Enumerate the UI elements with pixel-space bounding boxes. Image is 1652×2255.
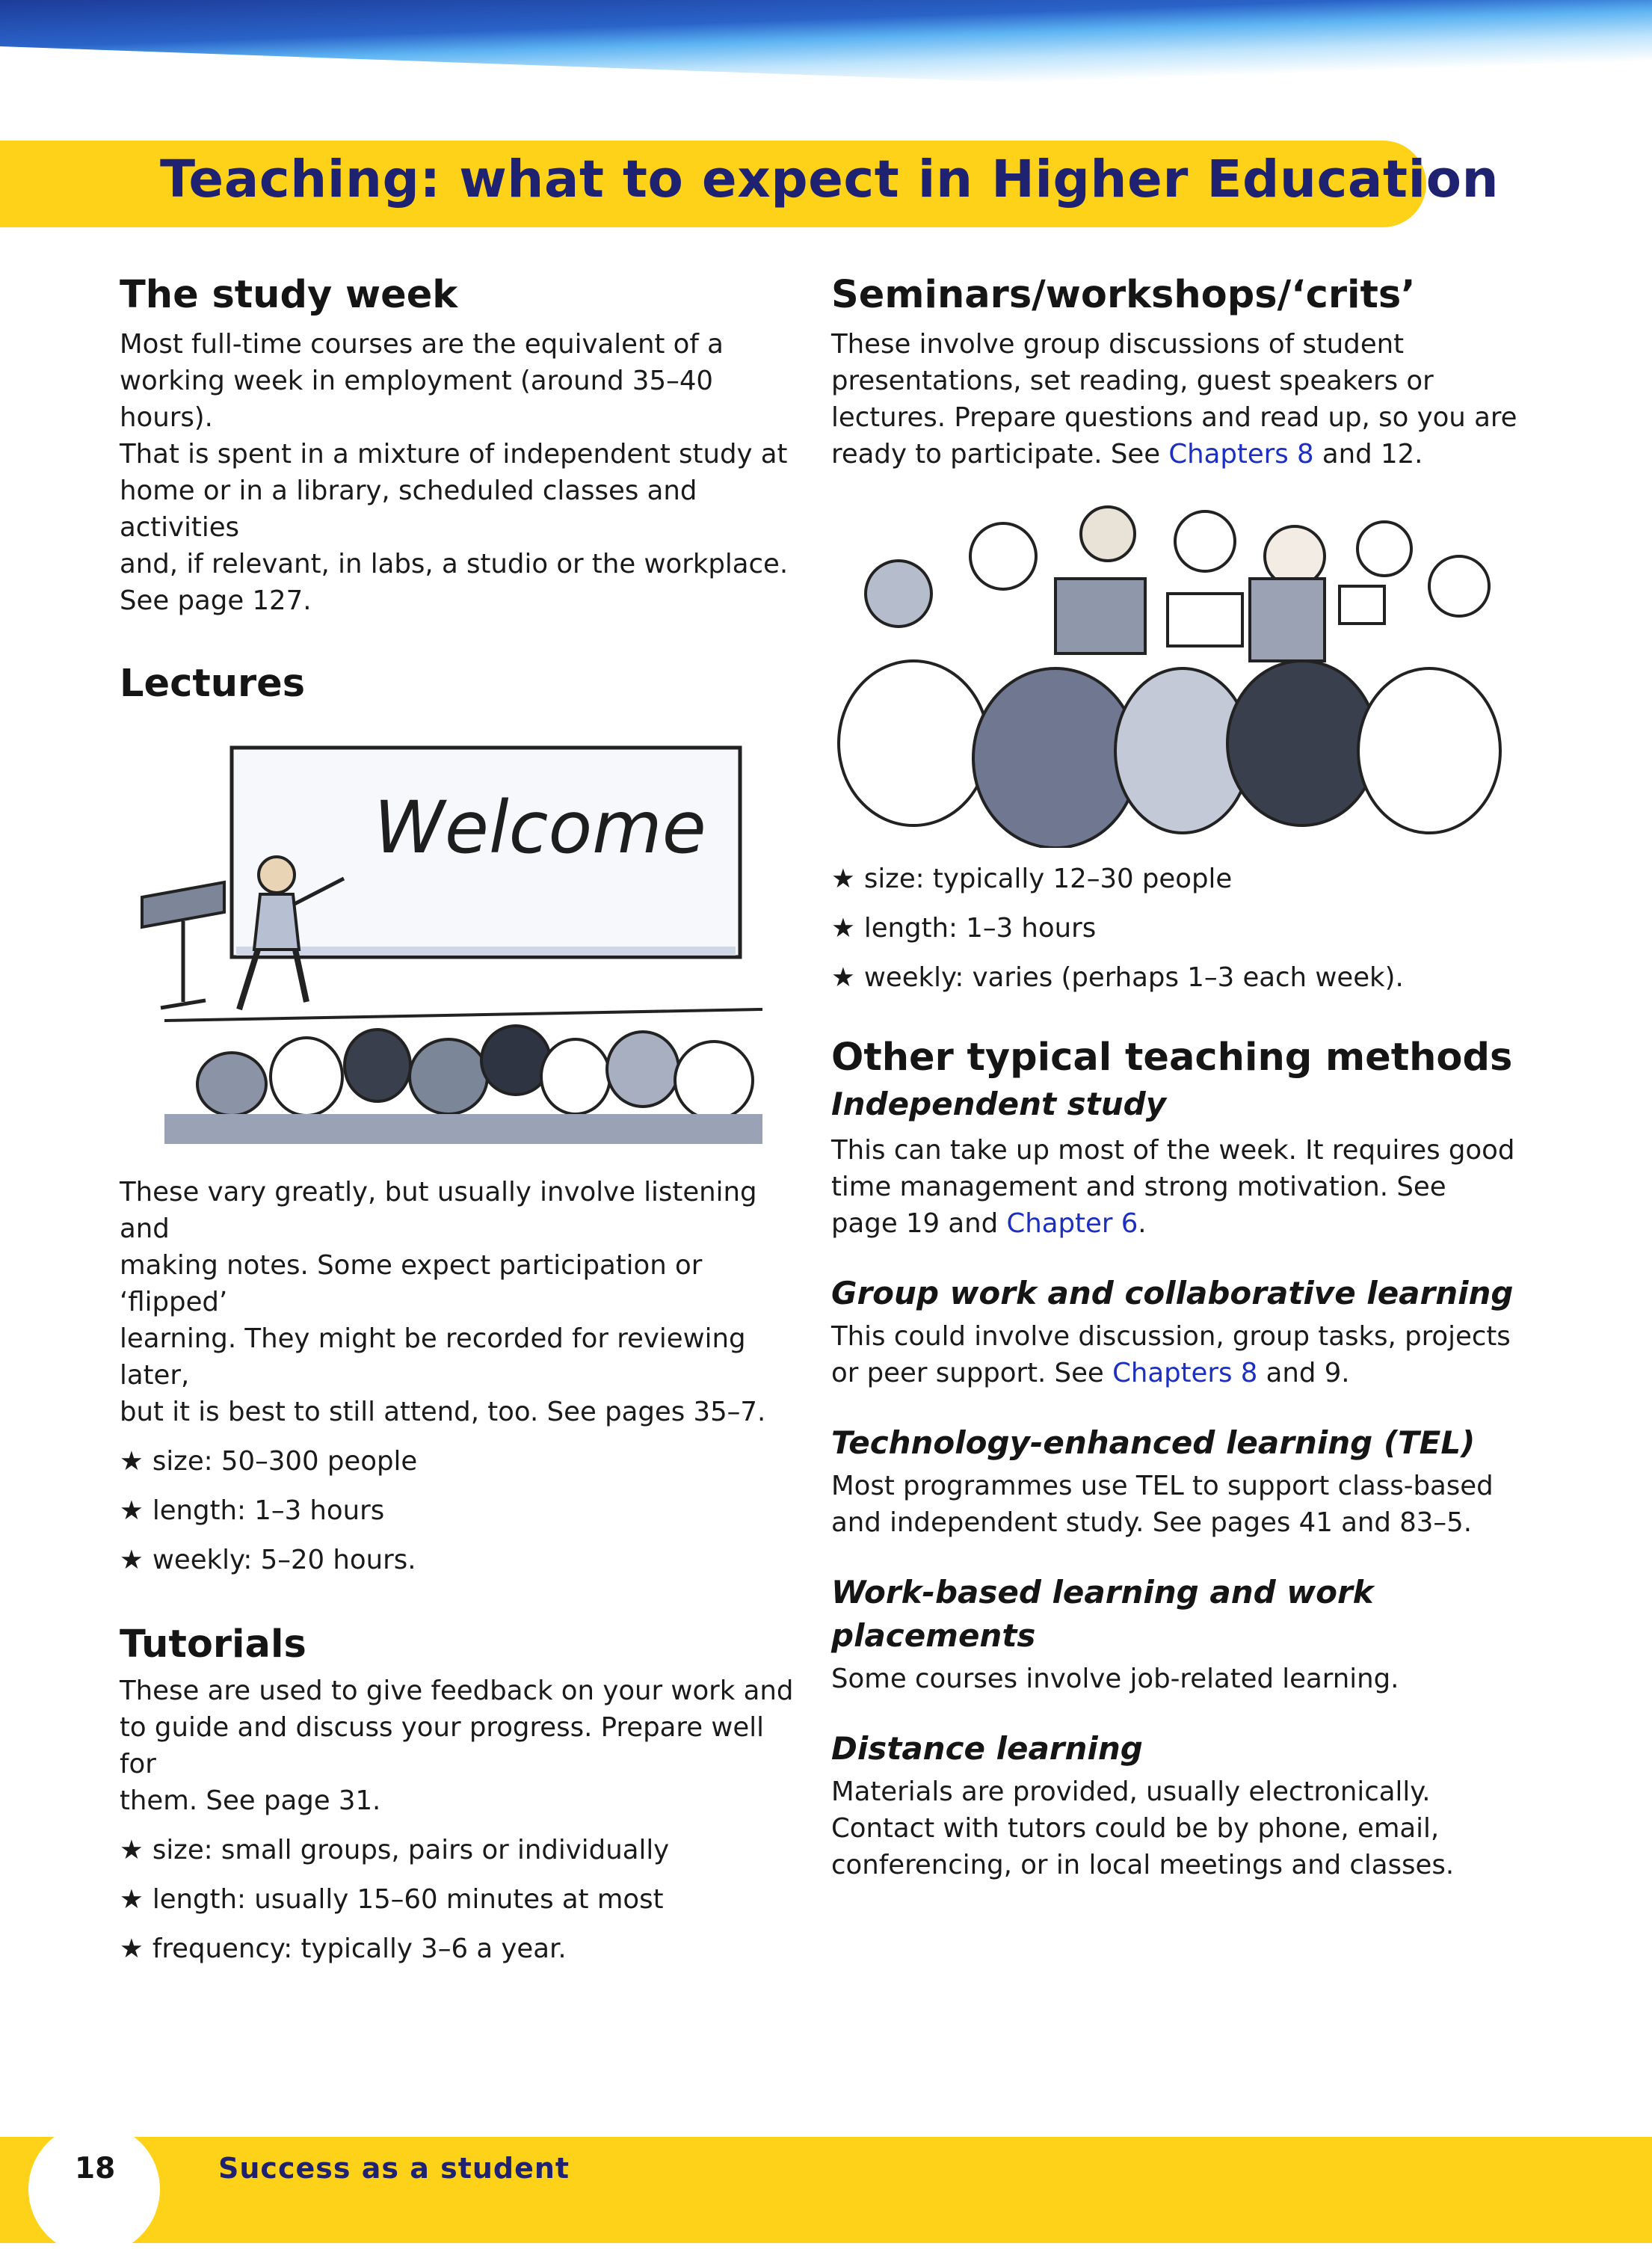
method-independent-study (831, 1083, 1519, 1242)
method-group-work (831, 1272, 1519, 1391)
independent-line: page 19 and Chapter 6. (831, 1208, 1147, 1239)
work-based-line: Some courses involve job-related learning. (831, 1664, 1399, 1694)
method-distance (831, 1727, 1519, 1883)
lectures-line: These vary greatly, but usually involve listening and (120, 1177, 757, 1244)
section-other-methods (831, 1033, 1519, 1883)
study-week-line: home or in a library, scheduled classes and activities (120, 476, 697, 543)
bullet-item: ★ weekly: varies (perhaps 1–3 each week). (831, 962, 1404, 993)
footer-book-title: Success as a student (218, 2152, 570, 2185)
seminars-heading: Seminars/workshops/‘crits’ (831, 273, 1416, 317)
group-line: This could involve discussion, group tasks, projects (831, 1321, 1511, 1352)
right-column (831, 271, 1519, 1883)
tutorials-line: them. See page 31. (120, 1785, 381, 1816)
star-icon: ★ (120, 1495, 144, 1526)
seminar-illustration (831, 504, 1504, 848)
bullet-item: ★ size: 50–300 people (120, 1446, 418, 1477)
bullet-item: ★ length: 1–3 hours (120, 1495, 385, 1526)
group-line: or peer support. See Chapters 8 and 9. (831, 1358, 1350, 1388)
study-week-line: and, if relevant, in labs, a studio or the workplace. (120, 549, 789, 579)
star-icon: ★ (831, 913, 855, 944)
tel-line: and independent study. See pages 41 and 83–5. (831, 1507, 1472, 1538)
lectures-line: making notes. Some expect participation or ‘flipped’ (120, 1250, 703, 1317)
lectures-line: learning. They might be recorded for reviewing later, (120, 1323, 746, 1391)
lectures-bullets (120, 1443, 807, 1578)
method-work-based (831, 1571, 1519, 1697)
whiteboard-text: Welcome (374, 786, 706, 870)
star-icon: ★ (831, 864, 855, 894)
section-lectures (120, 659, 807, 1578)
bullet-item: ★ size: typically 12–30 people (831, 864, 1233, 894)
audience-group (164, 1026, 762, 1144)
seminars-line: ready to participate. See Chapters 8 and 12. (831, 439, 1423, 470)
independent-line: This can take up most of the week. It requires good (831, 1135, 1515, 1166)
seminars-bullets (831, 861, 1519, 996)
tutorials-line: to guide and discuss your progress. Prepare well for (120, 1712, 764, 1779)
other-methods-heading: Other typical teaching methods (831, 1036, 1513, 1080)
study-week-line: working week in employment (around 35–40 hours). (120, 366, 714, 433)
star-icon: ★ (831, 962, 855, 993)
tutorials-line: These are used to give feedback on your work and (120, 1676, 794, 1706)
study-week-line: See page 127. (120, 585, 312, 616)
work-based-subheading: Work-based learning and work placements (831, 1574, 1374, 1654)
star-icon: ★ (120, 1835, 144, 1865)
page-number: 18 (75, 2152, 116, 2185)
tel-line: Most programmes use TEL to support class-based (831, 1471, 1494, 1501)
bullet-item: ★ size: small groups, pairs or individually (120, 1835, 670, 1865)
title-banner (0, 141, 1500, 227)
lecture-illustration (120, 725, 792, 1144)
independent-line: time management and strong motivation. See (831, 1172, 1446, 1202)
seminars-line: These involve group discussions of student (831, 329, 1405, 360)
section-seminars (831, 271, 1519, 996)
lectern-icon (142, 882, 224, 927)
chapter-6-link[interactable]: Chapter 6 (1006, 1208, 1138, 1239)
bullet-item: ★ length: usually 15–60 minutes at most (120, 1884, 664, 1915)
distance-subheading: Distance learning (831, 1730, 1143, 1767)
seminars-line: lectures. Prepare questions and read up, so you are (831, 402, 1517, 433)
chapters-8-link[interactable]: Chapters 8 (1112, 1358, 1258, 1388)
distance-line: conferencing, or in local meetings and classes. (831, 1850, 1455, 1880)
seminars-line: presentations, set reading, guest speakers or (831, 366, 1434, 396)
distance-line: Materials are provided, usually electronically. (831, 1776, 1431, 1807)
lectures-heading: Lectures (120, 662, 306, 706)
page-number-badge (28, 2123, 160, 2255)
section-study-week (120, 271, 807, 619)
tutorials-bullets (120, 1832, 807, 1967)
star-icon: ★ (120, 1545, 144, 1575)
tel-subheading: Technology-enhanced learning (TEL) (831, 1424, 1476, 1461)
star-icon: ★ (120, 1933, 144, 1964)
study-week-line: That is spent in a mixture of independent study at (120, 439, 788, 470)
lectures-line: but it is best to still attend, too. See pages 35–7. (120, 1397, 766, 1427)
bullet-item: ★ length: 1–3 hours (831, 913, 1097, 944)
study-week-heading: The study week (120, 273, 458, 317)
star-icon: ★ (120, 1884, 144, 1915)
chapters-8-link[interactable]: Chapters 8 (1168, 439, 1314, 470)
group-subheading: Group work and collaborative learning (831, 1275, 1514, 1311)
header-gradient-band (0, 0, 1652, 112)
tutorials-heading: Tutorials (120, 1622, 306, 1667)
left-column (120, 271, 807, 1967)
page-title: Teaching: what to expect in Higher Education (160, 150, 1500, 209)
study-week-line: Most full-time courses are the equivalent of a (120, 329, 724, 360)
independent-subheading: Independent study (831, 1086, 1167, 1122)
bullet-item: ★ frequency: typically 3–6 a year. (120, 1933, 567, 1964)
distance-line: Contact with tutors could be by phone, email, (831, 1813, 1440, 1844)
method-tel (831, 1421, 1519, 1541)
section-tutorials (120, 1620, 807, 1967)
bullet-item: ★ weekly: 5–20 hours. (120, 1545, 416, 1575)
star-icon: ★ (120, 1446, 144, 1477)
